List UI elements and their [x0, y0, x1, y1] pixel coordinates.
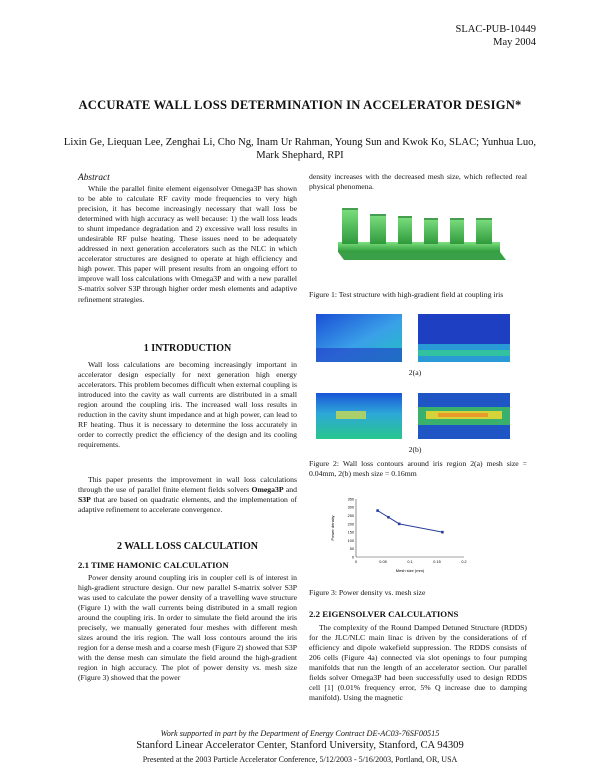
introduction-section [78, 343, 297, 450]
x-axis-label: Mesh size (mm) [395, 568, 425, 573]
subsection-2-1-heading: 2.1 TIME HAMONIC CALCULATION [78, 560, 229, 570]
introduction-heading: 1 INTRODUCTION [143, 343, 232, 354]
x-tick-label: 0.15 [433, 560, 441, 564]
data-point [376, 509, 379, 512]
author-list: Lixin Ge, Liequan Lee, Zenghai Li, Cho Ng, Inam Ur Rahman, Young Sun and Kwok Ko, SLAC; Yunhua Luo, Mark Shephard, RPI [63, 137, 537, 161]
figure-2-caption: Figure 2: Wall loss contours around iris region 2(a) mesh size = 0.04mm, 2(b) mesh size = 0.16mm [309, 459, 527, 478]
figure-2b-right-contour [418, 393, 510, 439]
y-tick-label: 100 [347, 538, 354, 543]
wall-loss-section [78, 541, 297, 684]
report-number [455, 23, 536, 49]
x-tick-label: 0.2 [461, 560, 467, 564]
figure-2b-label: 2(b) [408, 445, 422, 454]
y-tick-label: 350 [347, 497, 354, 502]
y-axis-label: Power density [330, 515, 335, 541]
y-tick-label: 0 [351, 555, 354, 560]
institution-line: Stanford Linear Accelerator Center, Stanford University, Stanford, CA 94309 [136, 740, 464, 751]
intro-paragraph-1: Wall loss calculations are becoming increasingly important in accelerator design especially for next generation high energy accelerators. This problem becomes difficult when external coupling is introduced into the cavity as wall currents are distributed in a small region around the coupling iris. The increased wall loss results in reduction in the cavity shunt impedance and at high power, can lead to RF heating. Thus it is necessary to determine the loss accurately in order to correctly predict the efficiency of the design and its cooling requirements. [78, 360, 297, 450]
abstract-section [78, 172, 297, 305]
abstract-text: While the parallel finite element eigensolver Omega3P has shown to be able to calculate RF cavity mode frequencies to very high precision, it has become increasingly necessary that wall loss be determined with high accuracy as well because: 1) the wall loss leads to shunt impedance degradation and 2) excessive wall loss results in undesirable RF pulse heating. These issues need to be adequately addressed in next generation accelerators such as the NLC in which accelerator structures are designed to operate at high efficiency and high power. This paper will present results from an ongoing effort to improve wall loss calculations with Omega3P and with a new parallel S-matrix solver S3P through higher order mesh elements and adaptive refinement strategies. [78, 184, 297, 304]
right-column-continuation [309, 172, 527, 192]
pub-date: May 2004 [493, 37, 536, 48]
eigensolver-section [309, 609, 527, 703]
data-point [398, 523, 401, 526]
section2-heading: 2 WALL LOSS CALCULATION [116, 541, 259, 552]
y-tick-label: 50 [349, 547, 354, 552]
x-tick-label: 0.05 [379, 560, 387, 564]
y-tick-label: 150 [347, 530, 354, 535]
figure-2b-left-contour [316, 393, 402, 439]
figure-1-caption: Figure 1: Test structure with high-gradient field at coupling iris [309, 290, 504, 299]
data-point [387, 516, 390, 519]
figure-3-caption: Figure 3: Power density vs. mesh size [309, 588, 426, 597]
continuation-text: density increases with the decreased mesh size, which reflected real physical phenomena. [309, 172, 527, 192]
abstract-heading: Abstract [78, 173, 110, 183]
omega3p-term: Omega3P [251, 485, 284, 495]
paper-title: ACCURATE WALL LOSS DETERMINATION IN ACCELERATOR DESIGN* [78, 98, 522, 112]
figure-1-structure [330, 200, 510, 280]
y-tick-label: 300 [347, 505, 354, 510]
s3p-term: S3P [78, 495, 91, 505]
intro-paragraph-2 [78, 475, 297, 515]
subsection-2-1-text: Power density around coupling iris in coupler cell is of interest in high-gradient structure design. Our new parallel S-matrix solver S3P was used to calculate the power density of a travelling wave structure (Figure 1) with the wall currents being distributed in a small region around the coupling iris. In order to simulate the field around the iris precisely, we manually generated four meshes with different mesh sizes around the iris region. The wall loss contours around the iris region for a dense mesh and a coarse mesh (Figure 2) showed that S3P with the dense mesh can simulate the field around the high-gradient region in high accuracy. The plot of power density vs. mesh size (Figure 3) showed that the power [78, 573, 297, 683]
data-point [441, 531, 444, 534]
intro-p2-text-a: This paper presents the improvement in wall loss calculations through the use of parallel finite element fields solvers [78, 475, 297, 495]
figure-2a-left-contour [316, 314, 402, 362]
intro-p2-text-b: that are based on quadratic elements, and the implementation of adaptive refinement to accelerate convergence. [78, 495, 297, 515]
figure-2a-label: 2(a) [408, 368, 422, 377]
pub-id: SLAC-PUB-10449 [455, 24, 536, 35]
y-tick-label: 200 [347, 522, 354, 527]
figure-2a-right-contour [418, 314, 510, 362]
y-tick-label: 250 [347, 513, 354, 518]
x-tick-label: 0.1 [407, 560, 413, 564]
intro-p2-and: and [283, 485, 297, 495]
conference-line: Presented at the 2003 Particle Accelerator Conference, 5/12/2003 - 5/16/2003, Portland, OR, USA [142, 755, 458, 764]
figure-3-chart [322, 493, 532, 578]
x-tick-label: 0 [354, 560, 358, 564]
subsection-2-2-heading: 2.2 EIGENSOLVER CALCULATIONS [309, 609, 459, 619]
funding-note: Work supported in part by the Department of Energy Contract DE-AC03-76SF00515 [160, 729, 440, 738]
subsection-2-2-text: The complexity of the Round Damped Detuned Structure (RDDS) for the JLC/NLC main linac is driven by the considerations of rf efficiency and dipole wakefield suppression. The RDDS consists of 206 cells (Figure 4a) connected via slot openings to four pumping manifolds that run the length of an accelerator section. Our parallel fields solver Omega3P had been successfully used to design RDDS cell [1] (0.01% frequency error, 5% Q increase due to damping manifold). Using the magnetic [309, 623, 527, 703]
